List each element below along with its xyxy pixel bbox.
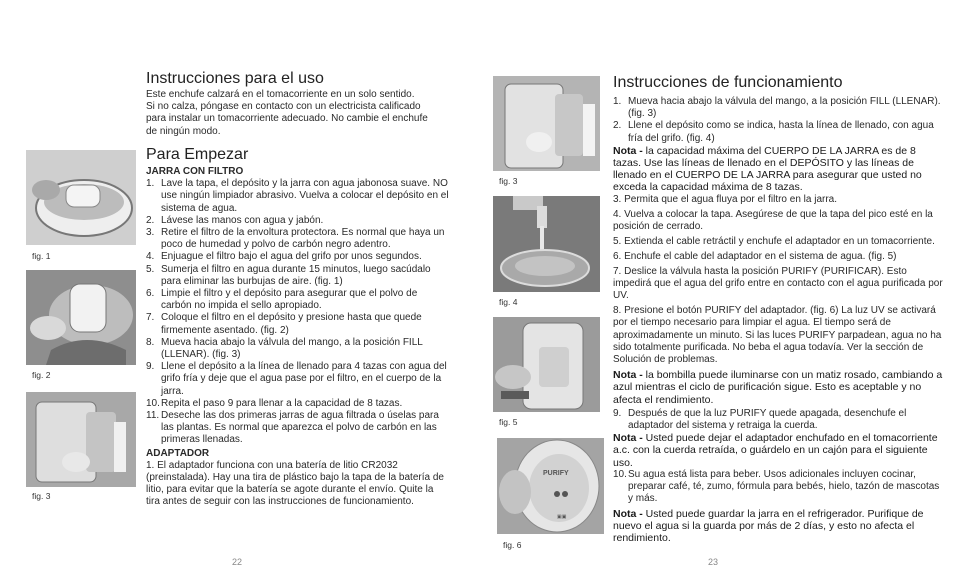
intro-line: Este enchufe calzará en el tomacorriente en un solo sentido. — [146, 89, 415, 100]
bowl-with-filter-image — [26, 150, 136, 245]
step-5: 5. Extienda el cable retráctil y enchufe el adaptador en un tomacorriente. — [613, 236, 935, 248]
note-bulb: Nota - la bombilla puede iluminarse con un matiz rosado, cambiando a azul mientras el ciclo de purificación sigue. Esto es aceptable y no afecta el rendimiento. — [613, 369, 943, 406]
operating-steps-c — [613, 469, 943, 506]
figure-2-caption: fig. 2 — [32, 370, 51, 380]
step-3: 3. Permita que el agua fluya por el filtro en la jarra. — [613, 193, 838, 205]
step-6: 6. Enchufe el cable del adaptador en el sistema de agua. (fig. 5) — [613, 251, 897, 263]
step-4: 4. Vuelva a colocar la tapa. Asegúrese de que la tapa del pico esté en la posición de cerrado. — [613, 208, 933, 233]
figure-6-caption: fig. 6 — [503, 540, 522, 550]
step-item: 1. Mueva hacia abajo la válvula del mango, a la posición FILL (LLENAR). (fig. 3) — [613, 96, 941, 120]
step-item: 11. Deseche las dos primeras jarras de agua filtrada o úselas para las plantas. Es normal que aparezca el polvo de carbón en las primeras llenadas. — [146, 410, 439, 446]
fig6-purify-label: PURIFY — [543, 470, 569, 477]
step-item: 7. Coloque el filtro en el depósito y presione hasta que quede firmemente asentado. (fig. 2) — [146, 312, 422, 336]
operating-instructions-body — [613, 96, 943, 544]
step-item: 6. Limpie el filtro y el depósito para asegurar que el polvo de carbón no impida el sello apropiado. — [146, 288, 418, 312]
figure-3-caption-right: fig. 3 — [499, 176, 518, 186]
pitcher-valve-image — [493, 76, 600, 171]
figure-2-photo — [26, 270, 136, 365]
figure-4-photo — [493, 196, 600, 292]
getting-started-body — [146, 166, 450, 509]
page-number-left: 22 — [232, 557, 243, 567]
step-item: 1. Lave la tapa, el depósito y la jarra con agua jabonosa suave. NO use ningún limpiador abrasivo. Vuelva a colocar el depósito en el sistema de agua. — [146, 178, 449, 214]
note-refrigerator: Nota - Usted puede guardar la jarra en el refrigerador. Purifique de nuevo el agua si la guarda por más de 2 días, y esto no afecta el rendimiento. — [613, 507, 924, 544]
figure-6-photo — [497, 438, 604, 534]
intro-line: para instalar un tomacorriente adecuado. No cambie el enchufe — [146, 113, 428, 125]
page-number-right: 23 — [708, 557, 719, 567]
figure-1-caption: fig. 1 — [32, 251, 51, 261]
filter-insert-image — [26, 270, 136, 365]
adapter-paragraph: 1. El adaptador funciona con una batería de litio CR2032 (preinstalada). Hay una tira de plástico bajo la tapa de la batería de litio, para evitar que la batería se agote durante el envío. Quite la tira antes de seguir con las instrucciones de funcionamiento. — [146, 459, 444, 508]
intro-line: Si no calza, póngase en contacto con un electricista calificado — [146, 101, 421, 113]
note-adapter: Nota - Usted puede dejar el adaptador enchufado en el tomacorriente a.c. con la cuerda retraída, o guárdelo en un cajón para el siguiente uso. — [613, 432, 938, 469]
step-7: 7. Deslice la válvula hasta la posición PURIFY (PURIFICAR). Esto impedirá que el agua del grifo entre en contacto con el agua purificada por UV. — [613, 265, 943, 302]
step-item: 4. Enjuague el filtro bajo el agua del grifo por unos segundos. — [146, 251, 422, 263]
note-capacity: Nota - la capacidad máxima del CUERPO DE LA JARRA es de 8 tazas. Use las líneas de llenado en el DEPÓSITO y las líneas de llenado en el CUERPO DE LA JARRA para asegurar que usted no exceda la capacidad máxima de 8 tazas. — [613, 144, 922, 194]
figure-5-caption: fig. 5 — [499, 417, 518, 427]
step-item: 8. Mueva hacia abajo la válvula del mango, a la posición FILL (LLENAR). (fig. 3) — [146, 336, 423, 361]
step-item: 10. Su agua está lista para beber. Usos adicionales incluyen cocinar, preparar café, té, zumo, fórmula para bebés, hielo, tazón de mascotas y más. — [613, 468, 940, 505]
figure-3-photo-right — [493, 76, 600, 171]
faucet-filling-image — [493, 196, 600, 292]
pitcher-valve-image — [26, 392, 136, 487]
step-item: 2. Llene el depósito como se indica, hasta la línea de llenado, con agua fría del grifo. (fig. 4) — [613, 120, 934, 144]
intro-paragraph — [146, 89, 446, 138]
step-item: 9. Después de que la luz PURIFY quede apagada, desenchufe el adaptador del sistema y retraiga la cuerda. — [613, 407, 907, 432]
figure-3-caption: fig. 3 — [32, 491, 51, 501]
step-item: 5. Sumerja el filtro en agua durante 15 minutos, luego sacúdalo para eliminar las burbujas de aire. (fig. 1) — [146, 263, 431, 287]
purify-button-image — [497, 438, 604, 534]
operating-steps-b — [613, 408, 943, 432]
step-item: 3. Retire el filtro de la envoltura protectora. Es normal que haya un poco de humedad y polvo de carbón negro adentro. — [146, 227, 445, 251]
figure-1-photo — [26, 150, 136, 245]
figure-3-photo — [26, 392, 136, 487]
figure-5-photo — [493, 317, 600, 412]
section-title: Para Empezar — [146, 146, 249, 163]
getting-started-steps — [146, 178, 450, 446]
adapter-plug-in-image — [493, 317, 600, 412]
subheading-adapter: ADAPTADOR — [146, 447, 210, 459]
svg-text:▣▣: ▣▣ — [557, 514, 567, 520]
figure-4-caption: fig. 4 — [499, 297, 518, 307]
step-8: 8. Presione el botón PURIFY del adaptador. (fig. 6) La luz UV se activará por el tiempo necesario para limpiar el agua. El tiempo será de aproximadamente un minuto. Si las luces PURIFY parpadean, agua no ha sido totalmente purificada. No beba el agua todavía. Ver la sección de Solución de problemas. — [613, 305, 942, 366]
step-item: 9. Llene el depósito a la línea de llenado para 4 tazas con agua del grifo fría y deje que el agua pase por el filtro, en el cuerpo de la jarra. — [146, 361, 447, 397]
operating-steps-a — [613, 96, 943, 145]
intro-title: Instrucciones para el uso — [146, 70, 324, 87]
intro-line: de ningún modo. — [146, 125, 221, 137]
operating-instructions-title: Instrucciones de funcionamiento — [613, 74, 843, 91]
step-item: 10. Repita el paso 9 para llenar a la capacidad de 8 tazas. — [146, 397, 403, 409]
subheading-filter-pitcher: JARRA CON FILTRO — [146, 166, 244, 177]
step-item: 2. Lávese las manos con agua y jabón. — [146, 214, 324, 226]
